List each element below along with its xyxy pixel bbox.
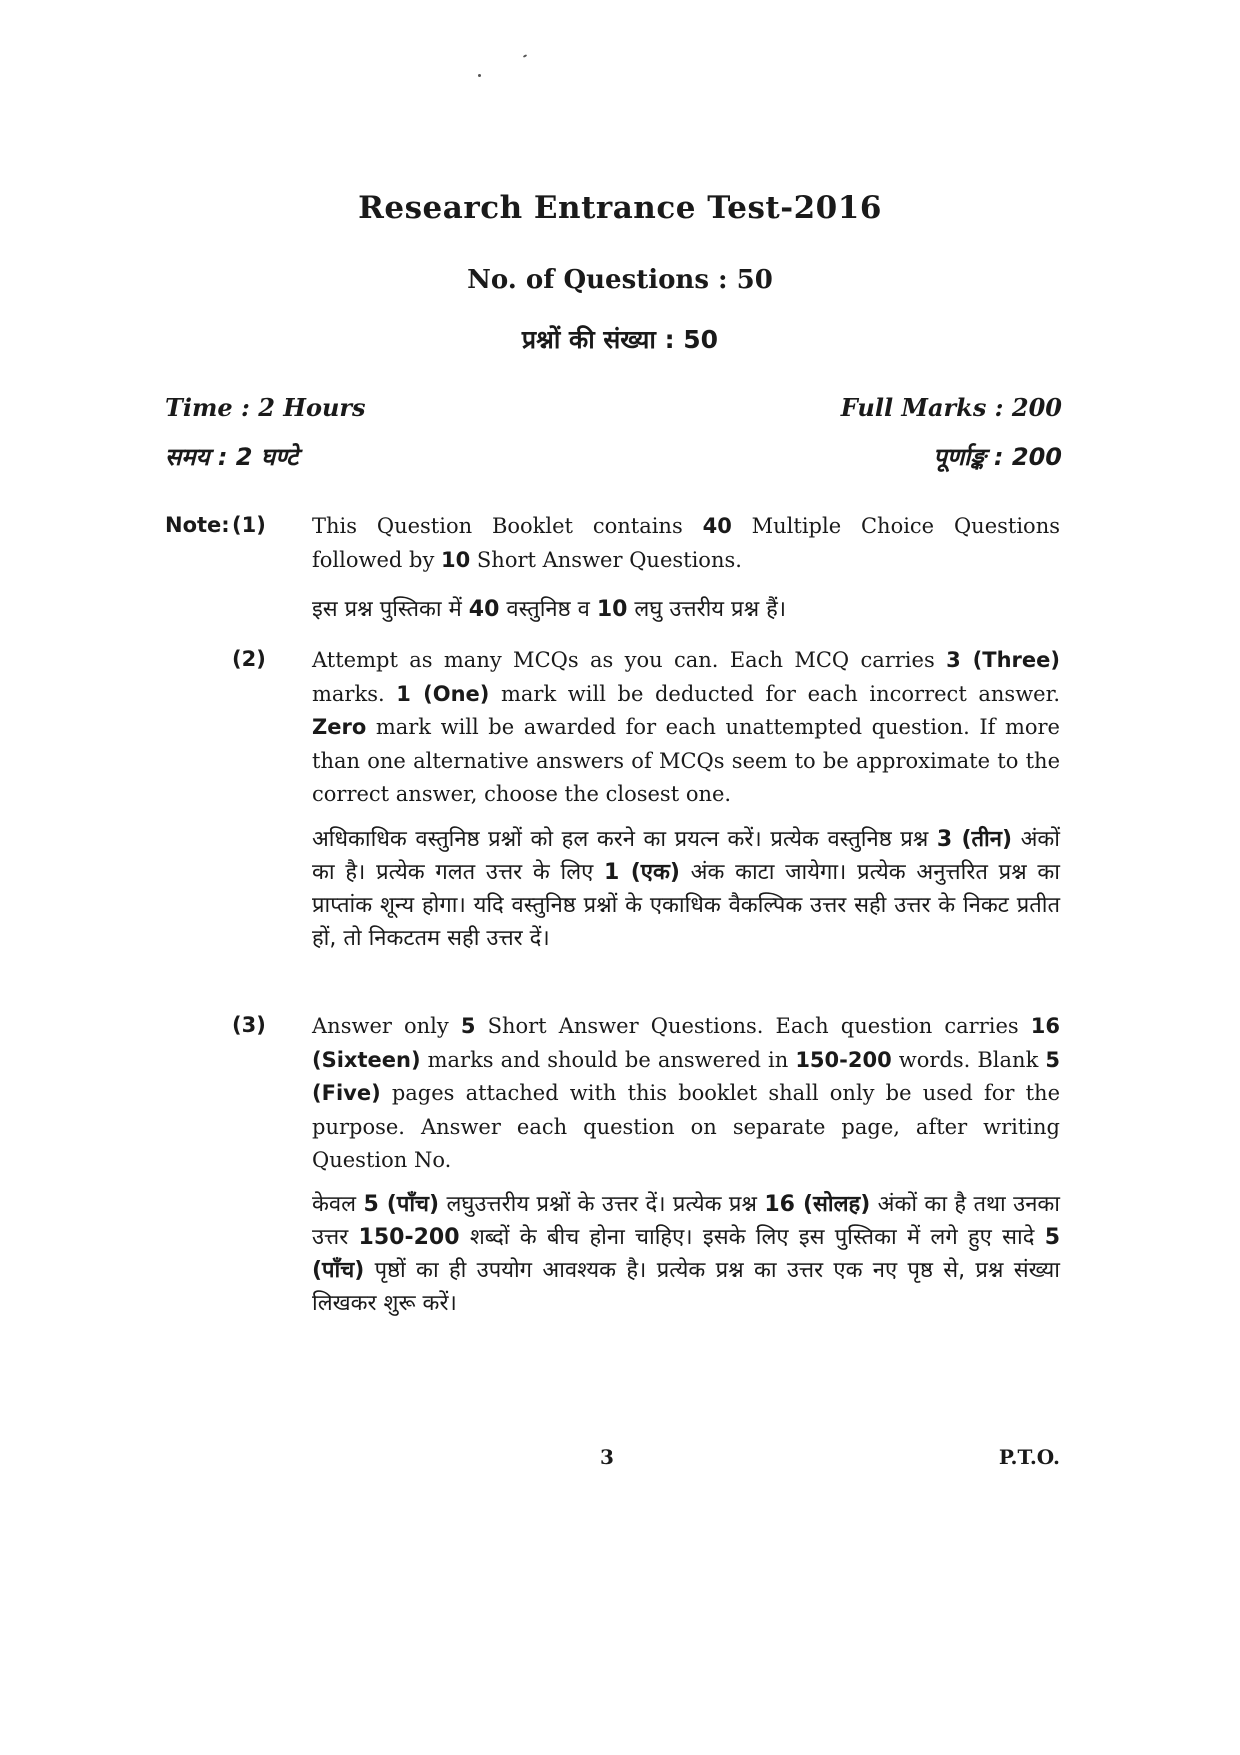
note-3-hindi: केवल 5 (पाँच) लघुउत्तरीय प्रश्नों के उत्तर दें। प्रत्येक प्रश्न 16 (सोलह) अंकों का है तथा उनका उत्तर 150-200 शब्दों के बीच होना चाहिए। इसके लिए इस पुस्तिका में लगे हुए सादे 5 (पाँच) पृष्ठों का ही उपयोग आवश्यक है। प्रत्येक प्रश्न का उत्तर एक नए पृष्ठ से, प्रश्न संख्या लिखकर शुरू करें। [312,1192,1060,1316]
note-1-english: This Question Booklet contains 40 Multiple Choice Questions followed by 10 Short Answer Questions. [312,514,1060,572]
full-marks-hi: पूर्णाङ्क : 200 [933,443,1062,471]
time-en: Time : 2 Hours [165,393,366,422]
note-1-hindi: इस प्रश्न पुस्तिका में 40 वस्तुनिष्ठ व 10 लघु उत्तरीय प्रश्न हैं। [312,597,787,622]
scan-speck [523,54,527,58]
full-marks-en: Full Marks : 200 [840,393,1062,422]
page-number: 3 [600,1445,614,1469]
note-2-hindi: अधिकाधिक वस्तुनिष्ठ प्रश्नों को हल करने का प्रयत्न करें। प्रत्येक वस्तुनिष्ठ प्रश्न 3 (तीन) अंकों का है। प्रत्येक गलत उत्तर के लिए 1 (एक) अंक काटा जायेगा। प्रत्येक अनुत्तरित प्रश्न का प्राप्तांक शून्य होगा। यदि वस्तुनिष्ठ प्रश्नों के एकाधिक वैकल्पिक उत्तर सही उत्तर के निकट प्रतीत हों, तो निकटतम सही उत्तर दें। [312,827,1060,951]
note-number: (2) [232,647,266,671]
note-3-english: Answer only 5 Short Answer Questions. Each question carries 16 (Sixteen) marks and should be answered in 150-200 words. Blank 5 (Five) pages attached with this booklet shall only be used for the purpose. Answer each question on separate page, after writing Question No. [312,1014,1060,1172]
pto-label: P.T.O. [998,1445,1060,1469]
note-label: Note: [165,513,230,537]
question-count-hi: प्रश्नों की संख्या : 50 [521,325,719,354]
question-count-en: No. of Questions : 50 [467,265,773,295]
scan-speck [478,74,481,77]
note-2-english: Attempt as many MCQs as you can. Each MCQ carries 3 (Three) marks. 1 (One) mark will be deducted for each incorrect answer. Zero mark will be awarded for each unattempted question. If more than one alternative answers of MCQs seem to be approximate to the correct answer, choose the closest one. [312,648,1060,806]
time-hi: समय : 2 घण्टे [165,443,299,471]
page-title: Research Entrance Test-2016 [358,190,882,226]
note-number: (1) [232,513,266,537]
note-number: (3) [232,1013,266,1037]
